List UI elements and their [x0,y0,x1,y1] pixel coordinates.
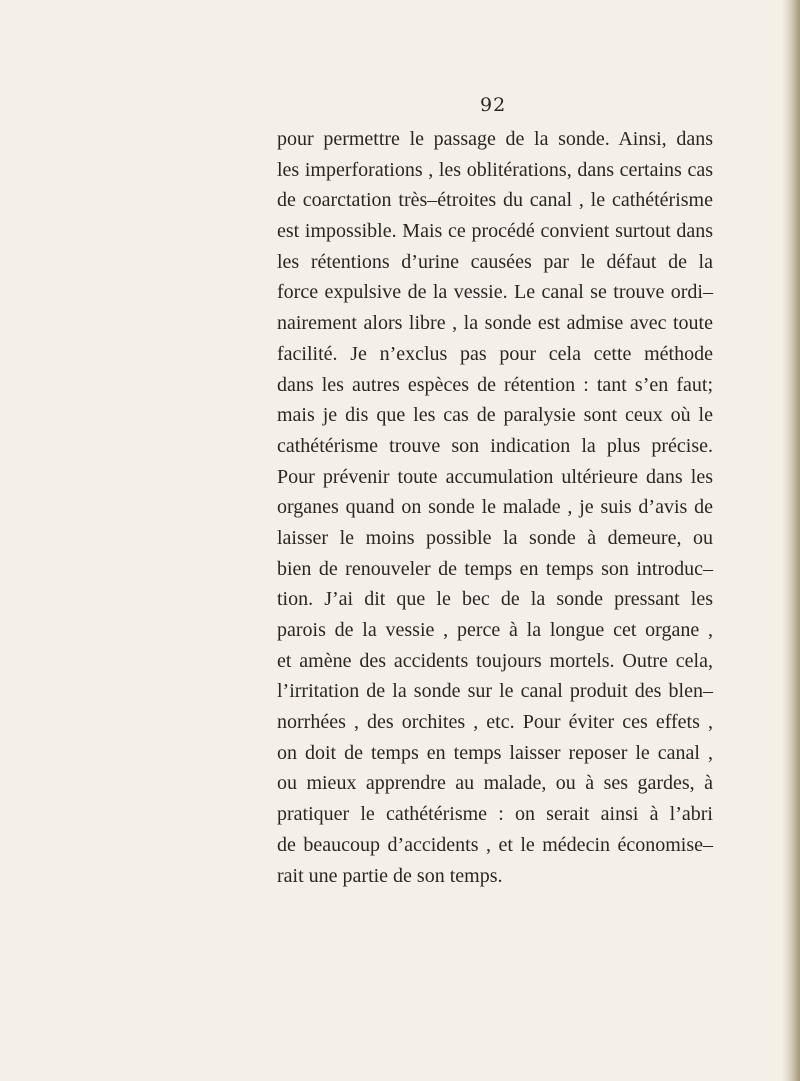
text-line: l’irritation de la sonde sur le canal produit des blen– [277,680,713,703]
text-line: mais je dis que les cas de paralysie sont ceux où le [277,404,713,427]
text-line: cathétérisme trouve son indication la plus précise. [277,434,713,457]
text-line: organes quand on sonde le malade , je suis d’avis de [277,496,713,519]
text-line: rait une partie de son temps. [277,864,503,887]
text-line: force expulsive de la vessie. Le canal se trouve ordi– [277,281,713,304]
text-line: de beaucoup d’accidents , et le médecin économise– [277,833,713,856]
text-line: dans les autres espèces de rétention : tant s’en faut; [277,373,713,396]
text-line: Pour prévenir toute accumulation ultérieure dans les [277,465,713,488]
text-line: ou mieux apprendre au malade, ou à ses gardes, à [277,772,713,795]
text-line: et amène des accidents toujours mortels. Outre cela, [277,649,713,672]
text-line: tion. J’ai dit que le bec de la sonde pressant les [277,588,713,611]
page-number: 92 [480,94,507,116]
text-line: laisser le moins possible la sonde à demeure, ou [277,526,713,549]
text-line: facilité. Je n’exclus pas pour cela cette méthode [277,342,713,365]
body-text [277,124,713,891]
text-line: les rétentions d’urine causées par le défaut de la [277,250,713,273]
text-line: bien de renouveler de temps en temps son introduc– [277,557,713,580]
text-line: nairement alors libre , la sonde est admise avec toute [277,312,713,335]
page-edge-shadow [782,0,800,1081]
text-line: pratiquer le cathétérisme : on serait ainsi à l’abri [277,803,713,826]
text-line: on doit de temps en temps laisser reposer le canal , [277,741,713,764]
text-line: les imperforations , les oblitérations, dans certains cas [277,158,713,181]
text-line: norrhées , des orchites , etc. Pour éviter ces effets , [277,711,713,734]
text-line: parois de la vessie , perce à la longue cet organe , [277,619,713,641]
text-line: pour permettre le passage de la sonde. Ainsi, dans [277,128,713,150]
text-line: de coarctation très–étroites du canal , le cathétérisme [277,189,713,212]
text-line: est impossible. Mais ce procédé convient surtout dans [277,220,713,243]
